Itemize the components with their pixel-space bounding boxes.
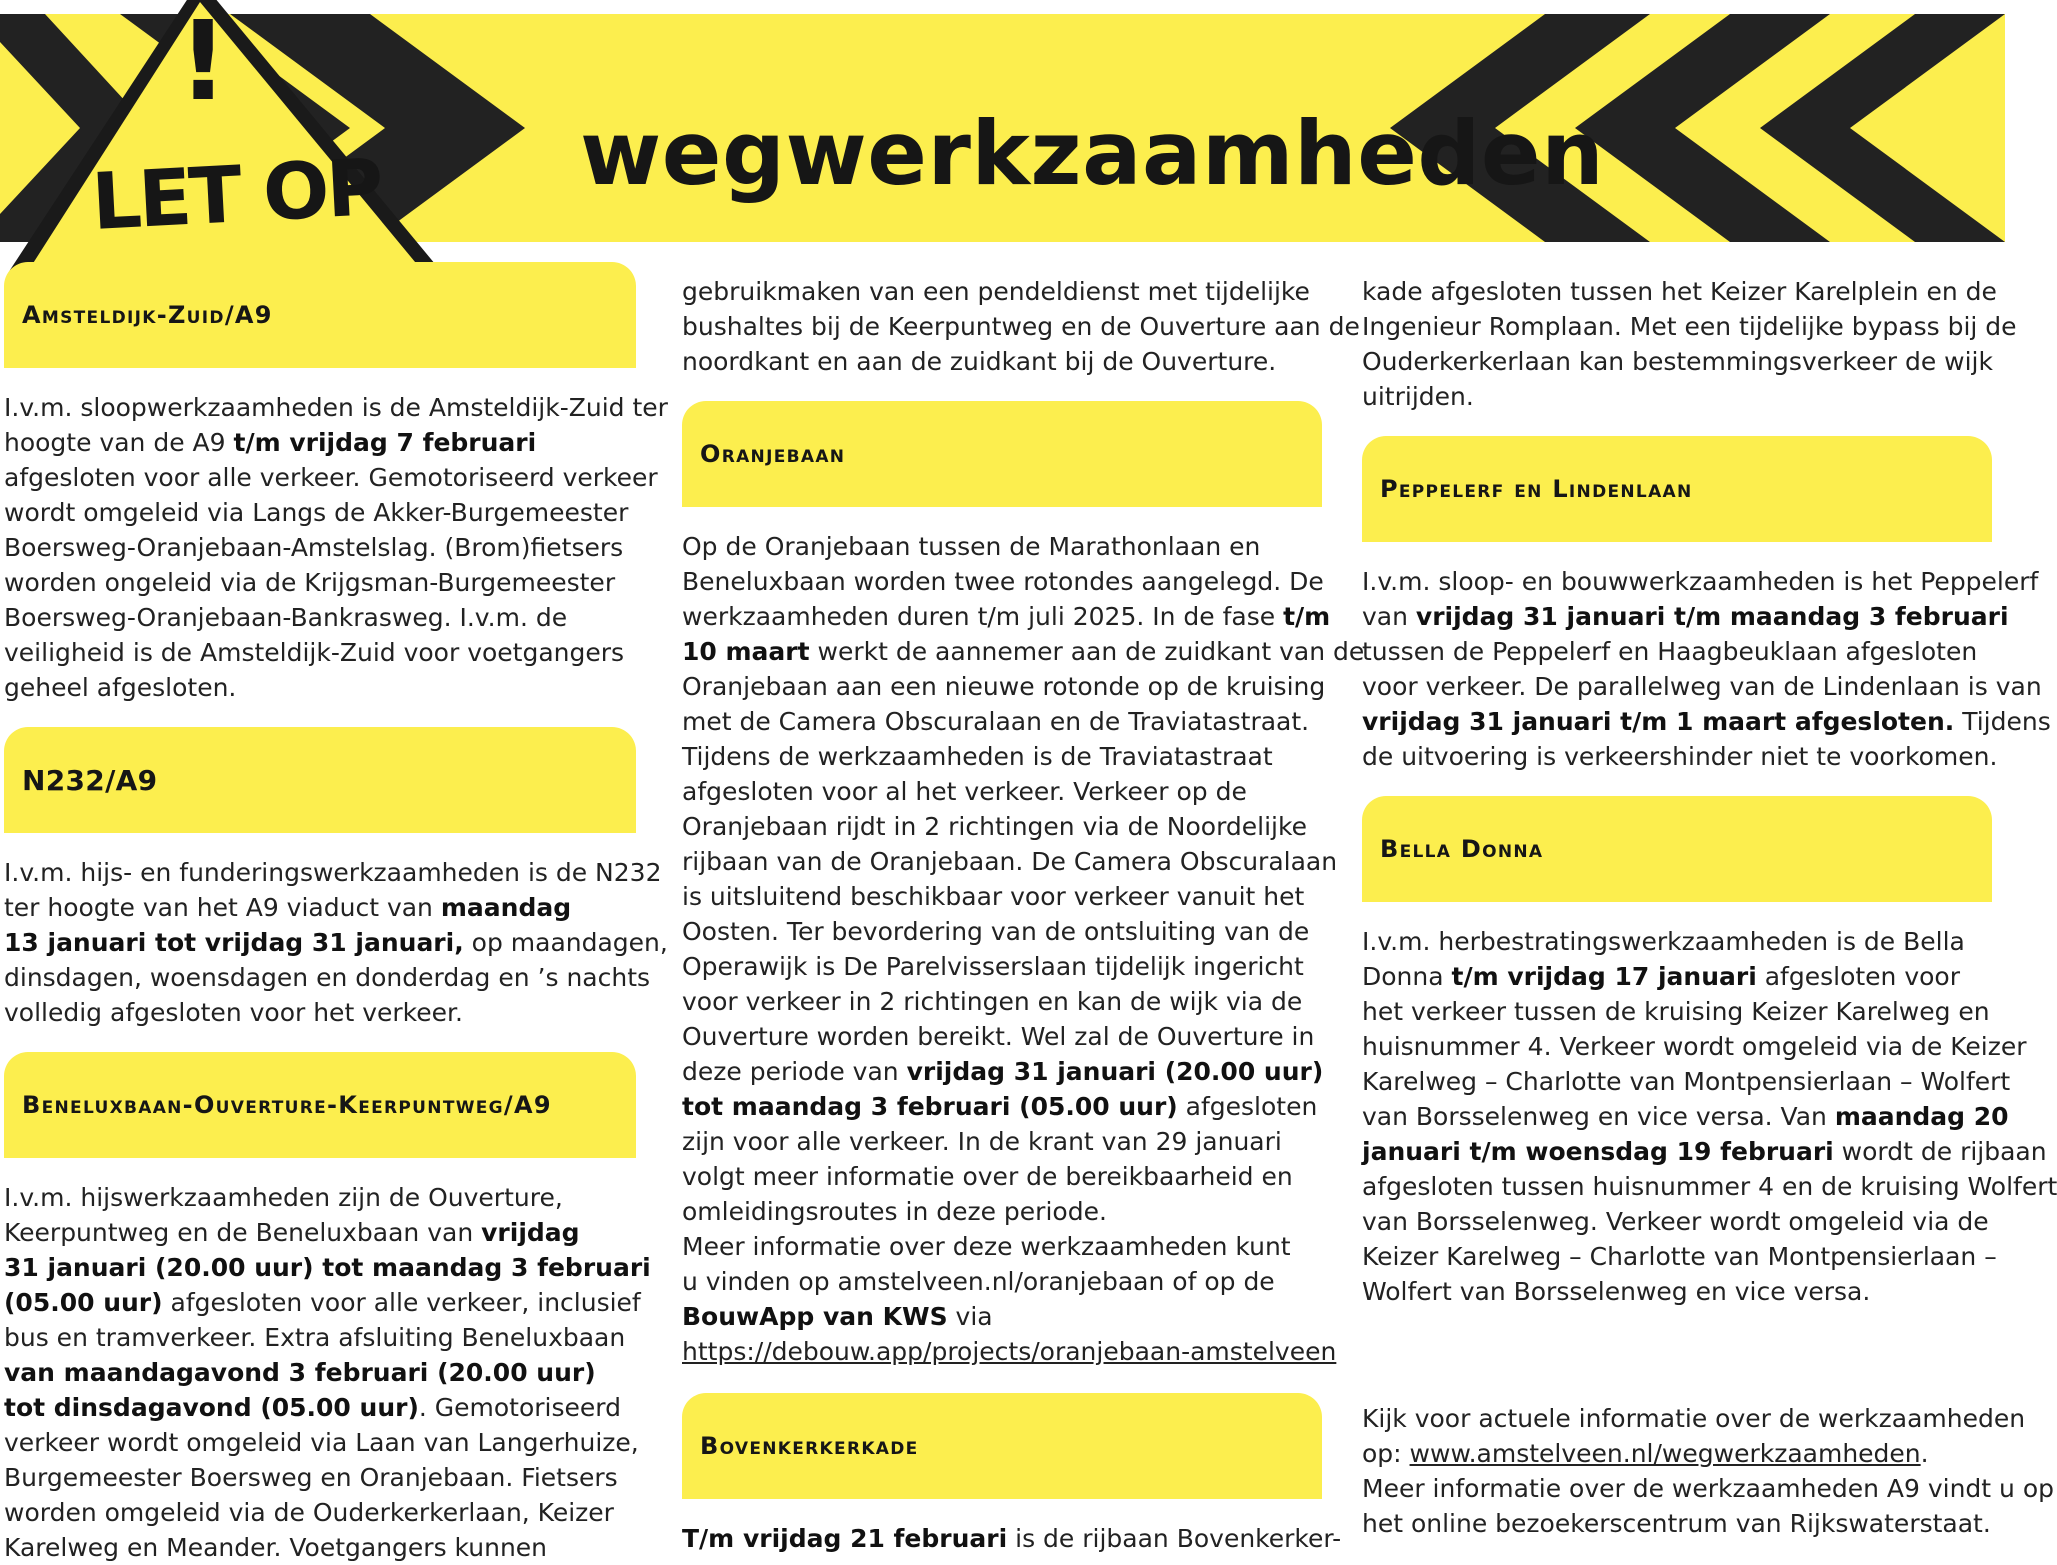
text-segment: Keizer Karelweg – Charlotte van Montpensierlaan –: [1362, 1242, 1997, 1271]
text-segment: I.v.m. hijswerkzaamheden zijn de Ouverture,: [4, 1183, 563, 1212]
text-line: [1362, 1029, 2027, 1064]
text-line: [682, 914, 1322, 949]
text-line: [4, 1250, 651, 1285]
text-line: [682, 1334, 1337, 1369]
text-segment: gebruikmaken van een pendeldienst met tijdelijke: [682, 277, 1310, 306]
text-line: [4, 425, 636, 460]
text-line: [682, 1089, 1322, 1124]
text-segment: is de rijbaan Bovenkerker-: [1007, 1524, 1342, 1553]
text-line: [1362, 669, 2042, 704]
text-segment: veiligheid is de Amsteldijk-Zuid voor voetgangers: [4, 638, 625, 667]
text-segment: worden ongeleid via de Krijgsman-Burgemeester: [4, 568, 616, 597]
text-line: [1362, 379, 2005, 414]
text-segment: uitrijden.: [1362, 382, 1474, 411]
text-line: [1362, 1064, 2011, 1099]
text-segment: omleidingsroutes in deze periode.: [682, 1197, 1107, 1226]
section-heading-bovenkerkerkade: Bovenkerkerkade: [682, 1393, 1322, 1499]
text-line: [4, 1355, 636, 1390]
warning-label: LET OP: [89, 142, 383, 248]
text-segment: Burgemeester Boersweg en Oranjebaan. Fietsers: [4, 1463, 618, 1492]
section-heading-n232: N232/A9: [4, 727, 636, 833]
text-line: [1362, 344, 2005, 379]
text-segment: zijn voor alle verkeer. In de krant van 29 januari: [682, 1127, 1282, 1156]
section-body-beneluxbaan-continued: [682, 274, 1360, 379]
text-segment: wordt omgeleid via Langs de Akker-Burgemeester: [4, 498, 629, 527]
text-line: [1362, 1169, 2057, 1204]
section-heading-peppelerf: Peppelerf en Lindenlaan: [1362, 436, 1992, 542]
text-segment: wordt de rijbaan: [1833, 1137, 2047, 1166]
text-line: [1362, 1134, 2047, 1169]
text-segment: Beneluxbaan worden twee rotondes aangelegd. De: [682, 567, 1324, 596]
section-body-beneluxbaan: [4, 1180, 651, 1565]
bold-text: vrijdag 31 januari t/m maandag 3 februari: [1415, 602, 2009, 631]
bold-text: t/m vrijdag 7 februari: [233, 428, 537, 457]
text-segment: voor verkeer. De parallelweg van de Lindenlaan is van: [1362, 672, 2042, 701]
text-line: [1362, 1436, 2005, 1471]
text-line: [682, 274, 1322, 309]
text-segment: Boersweg-Oranjebaan-Amstelslag. (Brom)fietsers: [4, 533, 624, 562]
text-line: [682, 1521, 1342, 1556]
section-body-bovenkerkerkade-continued: [1362, 274, 2017, 414]
text-line: [682, 1124, 1322, 1159]
text-line: [1362, 1274, 2005, 1309]
text-segment: dinsdagen, woensdagen en donderdag en ’s nachts: [4, 963, 651, 992]
bold-text: t/m: [1283, 602, 1331, 631]
text-line: [1362, 924, 2005, 959]
text-segment: via: [947, 1302, 993, 1331]
bold-text: tot dinsdagavond (05.00 uur): [4, 1393, 419, 1422]
bold-text: van maandagavond 3 februari (20.00 uur): [4, 1358, 596, 1387]
text-line: [682, 844, 1338, 879]
text-segment: Meer informatie over deze werkzaamheden kunt: [682, 1232, 1291, 1261]
text-line: [4, 1425, 639, 1460]
text-segment: afgesloten voor alle verkeer, inclusief: [162, 1288, 641, 1317]
text-line: [1362, 634, 2005, 669]
column-left: [4, 262, 668, 1565]
section-body-amsteldijk: [4, 390, 668, 705]
text-line: [4, 925, 668, 960]
bold-text: BouwApp van KWS: [682, 1302, 948, 1331]
text-line: [1362, 959, 2005, 994]
text-line: [1362, 1239, 2005, 1274]
text-segment: kade afgesloten tussen het Keizer Karelplein en de: [1362, 277, 1997, 306]
text-segment: Keerpuntweg en de Beneluxbaan van: [4, 1218, 482, 1247]
text-segment: . Gemotoriseerd: [418, 1393, 622, 1422]
text-line: [4, 1390, 636, 1425]
text-segment: Donna: [1362, 962, 1452, 991]
bold-text: maandag: [440, 893, 572, 922]
text-segment: I.v.m. sloopwerkzaamheden is de Amsteldijk-Zuid ter: [4, 393, 668, 422]
bold-text: t/m vrijdag 17 januari: [1451, 962, 1757, 991]
text-line: [1362, 994, 2005, 1029]
text-segment: u vinden op amstelveen.nl/oranjebaan of op de: [682, 1267, 1275, 1296]
text-segment: deze periode van: [682, 1057, 907, 1086]
text-segment: noordkant en aan de zuidkant bij de Ouverture.: [682, 347, 1277, 376]
text-line: [682, 634, 1365, 669]
text-line: [682, 564, 1322, 599]
text-line: [4, 1530, 636, 1565]
footer-info: [1362, 1401, 2055, 1541]
text-line: [682, 704, 1322, 739]
text-segment: van: [1362, 602, 1416, 631]
text-line: [682, 739, 1322, 774]
column-right: [1362, 274, 2057, 1541]
text-segment: Op de Oranjebaan tussen de Marathonlaan en: [682, 532, 1261, 561]
text-line: [682, 1194, 1322, 1229]
page-title: wegwerkzaamheden: [580, 102, 1605, 205]
text-segment: Tijdens: [1954, 707, 2051, 736]
text-line: [4, 1285, 641, 1320]
text-line: [682, 1299, 1322, 1334]
text-segment: afgesloten voor: [1756, 962, 1961, 991]
text-segment: geheel afgesloten.: [4, 673, 237, 702]
text-segment: afgesloten tussen huisnummer 4 en de kruising Wolfert: [1362, 1172, 2057, 1201]
section-body-bovenkerkerkade: [682, 1521, 1342, 1556]
text-line: [4, 960, 651, 995]
text-segment: volgt meer informatie over de bereikbaarheid en: [682, 1162, 1293, 1191]
text-line: [682, 1054, 1322, 1089]
section-body-oranjebaan: [682, 529, 1365, 1369]
text-segment: Ouderkerkerlaan kan bestemmingsverkeer de wijk: [1362, 347, 1993, 376]
bold-text: T/m vrijdag 21 februari: [682, 1524, 1008, 1553]
text-line: [1362, 739, 2005, 774]
column-middle: [682, 274, 1365, 1556]
text-segment: Oranjebaan aan een nieuwe rotonde op de kruising: [682, 672, 1326, 701]
bold-text: tot maandag 3 februari (05.00 uur): [682, 1092, 1178, 1121]
text-line: [682, 949, 1322, 984]
text-segment: voor verkeer in 2 richtingen en kan de wijk via de: [682, 987, 1303, 1016]
text-segment: Ouverture worden bereikt. Wel zal de Ouverture in: [682, 1022, 1315, 1051]
text-line: [4, 390, 668, 425]
text-segment: bushaltes bij de Keerpuntweg en de Ouverture aan de: [682, 312, 1360, 341]
text-segment: I.v.m. sloop- en bouwwerkzaamheden is het Peppelerf: [1362, 567, 2039, 596]
text-line: [4, 1495, 636, 1530]
text-line: [682, 809, 1322, 844]
link[interactable]: https://debouw.app/projects/oranjebaan-amstelveen: [682, 1337, 1337, 1366]
text-line: [4, 495, 636, 530]
text-line: [682, 529, 1322, 564]
text-line: [682, 1159, 1322, 1194]
section-heading-amsteldijk: Amsteldijk-Zuid/A9: [4, 262, 636, 368]
text-line: [4, 1180, 636, 1215]
text-segment: volledig afgesloten voor het verkeer.: [4, 998, 463, 1027]
text-line: [1362, 1099, 2009, 1134]
text-line: [4, 995, 636, 1030]
bold-text: januari t/m woensdag 19 februari: [1362, 1137, 1834, 1166]
section-heading-bella-donna: Bella Donna: [1362, 796, 1992, 902]
text-segment: op maandagen,: [463, 928, 668, 957]
text-segment: I.v.m. herbestratingswerkzaamheden is de Bella: [1362, 927, 1965, 956]
text-segment: werkzaamheden duren t/m juli 2025. In de fase: [682, 602, 1284, 631]
text-segment: het verkeer tussen de kruising Keizer Karelweg en: [1362, 997, 1990, 1026]
text-line: [1362, 564, 2039, 599]
text-segment: Wolfert van Borsselenweg en vice versa.: [1362, 1277, 1871, 1306]
bold-text: 13 januari tot vrijdag 31 januari,: [4, 928, 464, 957]
text-segment: rijbaan van de Oranjebaan. De Camera Obscuralaan: [682, 847, 1338, 876]
text-segment: Karelweg en Meander. Voetgangers kunnen: [4, 1533, 548, 1562]
text-segment: de uitvoering is verkeershinder niet te voorkomen.: [1362, 742, 1998, 771]
text-line: [682, 879, 1322, 914]
text-segment: ter hoogte van het A9 viaduct van: [4, 893, 441, 922]
text-line: [4, 1320, 636, 1355]
text-line: [1362, 704, 2051, 739]
text-line: [4, 600, 636, 635]
section-heading-oranjebaan: Oranjebaan: [682, 401, 1322, 507]
text-line: [682, 774, 1322, 809]
text-segment: Oosten. Ter bevordering van de ontsluiting van de: [682, 917, 1310, 946]
text-segment: Karelweg – Charlotte van Montpensierlaan – Wolfert: [1362, 1067, 2011, 1096]
text-segment: worden omgeleid via de Ouderkerkerlaan, Keizer: [4, 1498, 614, 1527]
text-segment: bus en tramverkeer. Extra afsluiting Beneluxbaan: [4, 1323, 626, 1352]
text-line: [682, 1229, 1322, 1264]
text-segment: met de Camera Obscuralaan en de Traviatastraat.: [682, 707, 1310, 736]
text-segment: van Borsselenweg. Verkeer wordt omgeleid via de: [1362, 1207, 1989, 1236]
bold-text: vrijdag 31 januari (20.00 uur): [906, 1057, 1324, 1086]
bold-text: 31 januari (20.00 uur) tot maandag 3 februari: [4, 1253, 651, 1282]
text-line: [682, 669, 1326, 704]
text-segment: Operawijk is De Parelvisserslaan tijdelijk ingericht: [682, 952, 1304, 981]
text-segment: op:: [1362, 1439, 1410, 1468]
text-segment: verkeer wordt omgeleid via Laan van Langerhuize,: [4, 1428, 639, 1457]
text-segment: Meer informatie over de werkzaamheden A9 vindt u op: [1362, 1474, 2055, 1503]
text-segment: Kijk voor actuele informatie over de werkzaamheden: [1362, 1404, 2026, 1433]
text-segment: Ingenieur Romplaan. Met een tijdelijke bypass bij de: [1362, 312, 2017, 341]
bold-text: 10 maart: [682, 637, 810, 666]
text-line: [1362, 599, 2009, 634]
text-segment: .: [1920, 1439, 1929, 1468]
text-line: [4, 1215, 636, 1250]
section-body-bella-donna: [1362, 924, 2057, 1309]
text-segment: afgesloten voor alle verkeer. Gemotoriseerd verkeer: [4, 463, 658, 492]
text-segment: het online bezoekerscentrum van Rijkswaterstaat.: [1362, 1509, 1991, 1538]
text-line: [4, 635, 636, 670]
bold-text: maandag 20: [1834, 1102, 2009, 1131]
text-segment: Boersweg-Oranjebaan-Bankrasweg. I.v.m. de: [4, 603, 568, 632]
text-line: [1362, 1506, 2005, 1541]
text-segment: is uitsluitend beschikbaar voor verkeer vanuit het: [682, 882, 1305, 911]
section-heading-beneluxbaan: Beneluxbaan-Ouverture-Keerpuntweg/A9: [4, 1052, 636, 1158]
text-segment: van Borsselenweg en vice versa. Van: [1362, 1102, 1835, 1131]
section-body-n232: [4, 855, 668, 1030]
text-segment: afgesloten: [1177, 1092, 1318, 1121]
text-segment: huisnummer 4. Verkeer wordt omgeleid via de Keizer: [1362, 1032, 2027, 1061]
text-line: [4, 890, 636, 925]
text-line: [682, 309, 1360, 344]
bold-text: (05.00 uur): [4, 1288, 163, 1317]
text-segment: I.v.m. hijs- en funderingswerkzaamheden is de N232: [4, 858, 662, 887]
text-line: [682, 1264, 1322, 1299]
text-line: [1362, 1401, 2026, 1436]
text-segment: Tijdens de werkzaamheden is de Traviatastraat: [682, 742, 1273, 771]
text-segment: tussen de Peppelerf en Haagbeuklaan afgesloten: [1362, 637, 1978, 666]
text-line: [682, 1019, 1322, 1054]
text-line: [1362, 274, 2005, 309]
bold-text: vrijdag 31 januari t/m 1 maart afgesloten.: [1362, 707, 1955, 736]
bold-text: vrijdag: [481, 1218, 580, 1247]
section-body-peppelerf: [1362, 564, 2051, 774]
text-line: [4, 460, 658, 495]
text-segment: Oranjebaan rijdt in 2 richtingen via de Noordelijke: [682, 812, 1307, 841]
text-segment: afgesloten voor al het verkeer. Verkeer op de: [682, 777, 1247, 806]
text-segment: hoogte van de A9: [4, 428, 234, 457]
text-line: [4, 855, 662, 890]
text-line: [1362, 1471, 2055, 1506]
text-line: [682, 344, 1322, 379]
text-line: [4, 1460, 636, 1495]
text-line: [4, 565, 636, 600]
text-line: [4, 670, 636, 705]
text-line: [682, 984, 1322, 1019]
banner: [0, 0, 2005, 248]
link[interactable]: www.amstelveen.nl/wegwerkzaamheden: [1409, 1439, 1921, 1468]
warning-exclamation: !: [178, 0, 229, 125]
text-segment: werkt de aannemer aan de zuidkant van de: [809, 637, 1365, 666]
text-line: [1362, 1204, 2005, 1239]
text-line: [1362, 309, 2017, 344]
text-line: [682, 599, 1331, 634]
text-line: [4, 530, 636, 565]
